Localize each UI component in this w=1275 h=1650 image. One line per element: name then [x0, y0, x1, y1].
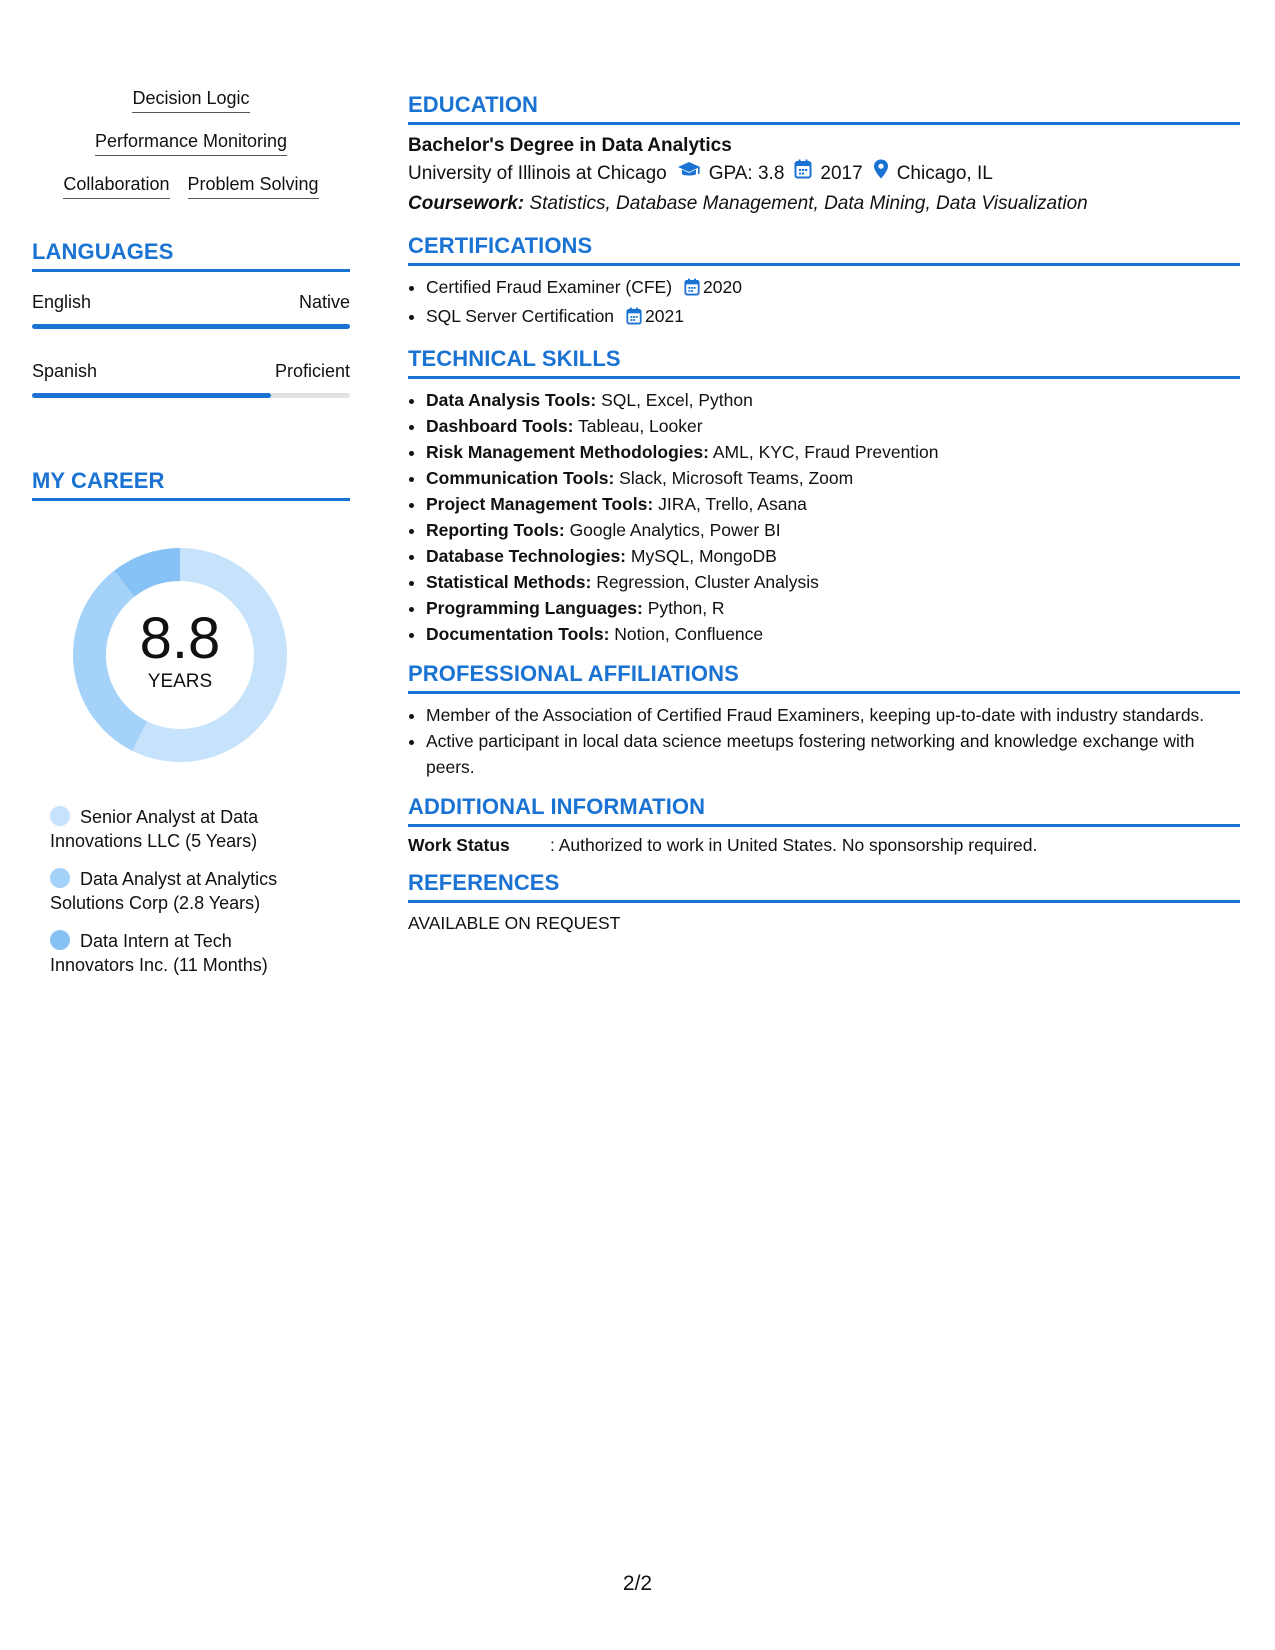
graduation-year: 2017 — [820, 163, 863, 184]
technical-skills-section — [408, 346, 1240, 647]
certification-year: 2021 — [645, 306, 684, 326]
skill-category: Communication Tools: — [426, 468, 615, 488]
certification-year: 2020 — [703, 277, 742, 297]
technical-skills-heading: TECHNICAL SKILLS — [408, 346, 1240, 379]
certifications-section — [408, 233, 1240, 332]
language-item — [32, 359, 350, 398]
references-text: AVAILABLE ON REQUEST — [408, 913, 621, 933]
skills-row — [32, 172, 350, 199]
skill-category: Data Analysis Tools: — [426, 390, 597, 410]
certification-item — [426, 274, 1240, 303]
graduation-cap-icon — [677, 159, 701, 189]
technical-skill-item — [426, 621, 1240, 647]
language-name: English — [32, 292, 92, 312]
career-unit: YEARS — [147, 671, 213, 692]
coursework — [408, 189, 1240, 219]
education-details — [408, 159, 1240, 189]
skill-category: Database Technologies: — [426, 546, 627, 566]
skill-values: Python, R — [647, 598, 725, 618]
degree-title: Bachelor's Degree in Data Analytics — [408, 135, 732, 156]
languages-section — [32, 239, 350, 398]
skill-tag: Problem Solving — [188, 172, 319, 199]
technical-skill-item — [426, 413, 1240, 439]
skill-tag: Performance Monitoring — [95, 129, 287, 156]
additional-info-section — [408, 794, 1240, 856]
certification-name: SQL Server Certification — [426, 306, 615, 326]
career-donut-chart — [66, 541, 294, 769]
technical-skill-item — [426, 387, 1240, 413]
technical-skill-item — [426, 465, 1240, 491]
language-level: Proficient — [274, 361, 350, 381]
languages-heading: LANGUAGES — [32, 239, 350, 272]
work-status-label: Work Status — [408, 835, 510, 855]
coursework-label: Coursework: — [408, 193, 525, 214]
language-level: Native — [298, 292, 350, 312]
skill-category: Dashboard Tools: — [426, 416, 574, 436]
language-bar-fill — [32, 324, 350, 329]
legend-item — [50, 929, 310, 977]
legend-item — [50, 805, 310, 853]
skills-list — [32, 86, 350, 199]
certification-name: Certified Fraud Examiner (CFE) — [426, 277, 673, 297]
school-name: University of Illinois at Chicago — [408, 163, 667, 184]
legend-label: Data Analyst at Analytics Solutions Corp (2.8 Years) — [50, 869, 278, 913]
affiliations-heading: PROFESSIONAL AFFILIATIONS — [408, 661, 1240, 694]
coursework-list: Statistics, Database Management, Data Mining, Data Visualization — [529, 193, 1088, 214]
affiliations-section — [408, 661, 1240, 780]
education-heading: EDUCATION — [408, 92, 1240, 125]
work-status-value: : Authorized to work in United States. No sponsorship required. — [550, 835, 1038, 855]
skill-category: Statistical Methods: — [426, 572, 592, 592]
language-bar-track — [32, 324, 350, 329]
skill-tag: Decision Logic — [132, 86, 249, 113]
skill-category: Programming Languages: — [426, 598, 643, 618]
skill-values: JIRA, Trello, Asana — [658, 494, 807, 514]
skills-row — [32, 129, 350, 156]
career-legend — [50, 805, 310, 977]
legend-label: Data Intern at Tech Innovators Inc. (11 Months) — [50, 931, 268, 975]
education-section — [408, 92, 1240, 219]
language-row — [32, 359, 350, 383]
calendar-icon — [684, 277, 700, 303]
language-item — [32, 290, 350, 329]
career-total-years: 8.8 — [139, 606, 221, 671]
skill-values: Regression, Cluster Analysis — [596, 572, 819, 592]
skill-values: Tableau, Looker — [578, 416, 703, 436]
affiliations-list — [408, 702, 1240, 780]
gpa: GPA: 3.8 — [708, 163, 785, 184]
language-row — [32, 290, 350, 314]
right-column — [408, 92, 1240, 948]
language-bar-track — [32, 393, 350, 398]
affiliation-item: • Member of the Association of Certified Fraud Examiners, keeping up-to-date with industry standards. — [426, 702, 1240, 728]
page-number: 2/2 — [622, 1572, 653, 1595]
skill-values: MySQL, MongoDB — [630, 546, 777, 566]
skill-values: Notion, Confluence — [614, 624, 764, 644]
technical-skill-item — [426, 595, 1240, 621]
skill-values: Google Analytics, Power BI — [569, 520, 781, 540]
school-location: Chicago, IL — [896, 163, 993, 184]
additional-info-heading: ADDITIONAL INFORMATION — [408, 794, 1240, 827]
skill-values: Slack, Microsoft Teams, Zoom — [619, 468, 854, 488]
references-section — [408, 870, 1240, 934]
skills-row — [32, 86, 350, 113]
skill-category: Reporting Tools: — [426, 520, 565, 540]
technical-skill-item — [426, 491, 1240, 517]
skill-category: Risk Management Methodologies: — [426, 442, 709, 462]
calendar-icon — [794, 159, 812, 189]
work-status — [408, 835, 1240, 856]
technical-skill-item — [426, 439, 1240, 465]
skill-values: AML, KYC, Fraud Prevention — [712, 442, 939, 462]
left-column — [32, 86, 350, 991]
location-pin-icon — [873, 159, 889, 189]
calendar-icon — [626, 306, 642, 332]
technical-skill-item — [426, 569, 1240, 595]
certification-item — [426, 303, 1240, 332]
references-heading: REFERENCES — [408, 870, 1240, 903]
skill-values: SQL, Excel, Python — [601, 390, 753, 410]
skill-category: Documentation Tools: — [426, 624, 610, 644]
technical-skills-list — [408, 387, 1240, 647]
certifications-list — [408, 274, 1240, 332]
language-bar-fill — [32, 393, 271, 398]
legend-label: Senior Analyst at Data Innovations LLC (5 Years) — [50, 807, 259, 851]
career-section — [32, 468, 350, 977]
language-name: Spanish — [32, 361, 98, 381]
donut-center — [66, 541, 294, 769]
skill-category: Project Management Tools: — [426, 494, 654, 514]
legend-dot — [50, 868, 70, 888]
legend-dot — [50, 806, 70, 826]
affiliation-item: • Active participant in local data science meetups fostering networking and knowledge exchange with peers. — [426, 728, 1240, 780]
technical-skill-item — [426, 543, 1240, 569]
certifications-heading: CERTIFICATIONS — [408, 233, 1240, 266]
technical-skill-item — [426, 517, 1240, 543]
legend-item — [50, 867, 310, 915]
skill-tag: Collaboration — [63, 172, 169, 199]
career-heading: MY CAREER — [32, 468, 350, 501]
legend-dot — [50, 930, 70, 950]
